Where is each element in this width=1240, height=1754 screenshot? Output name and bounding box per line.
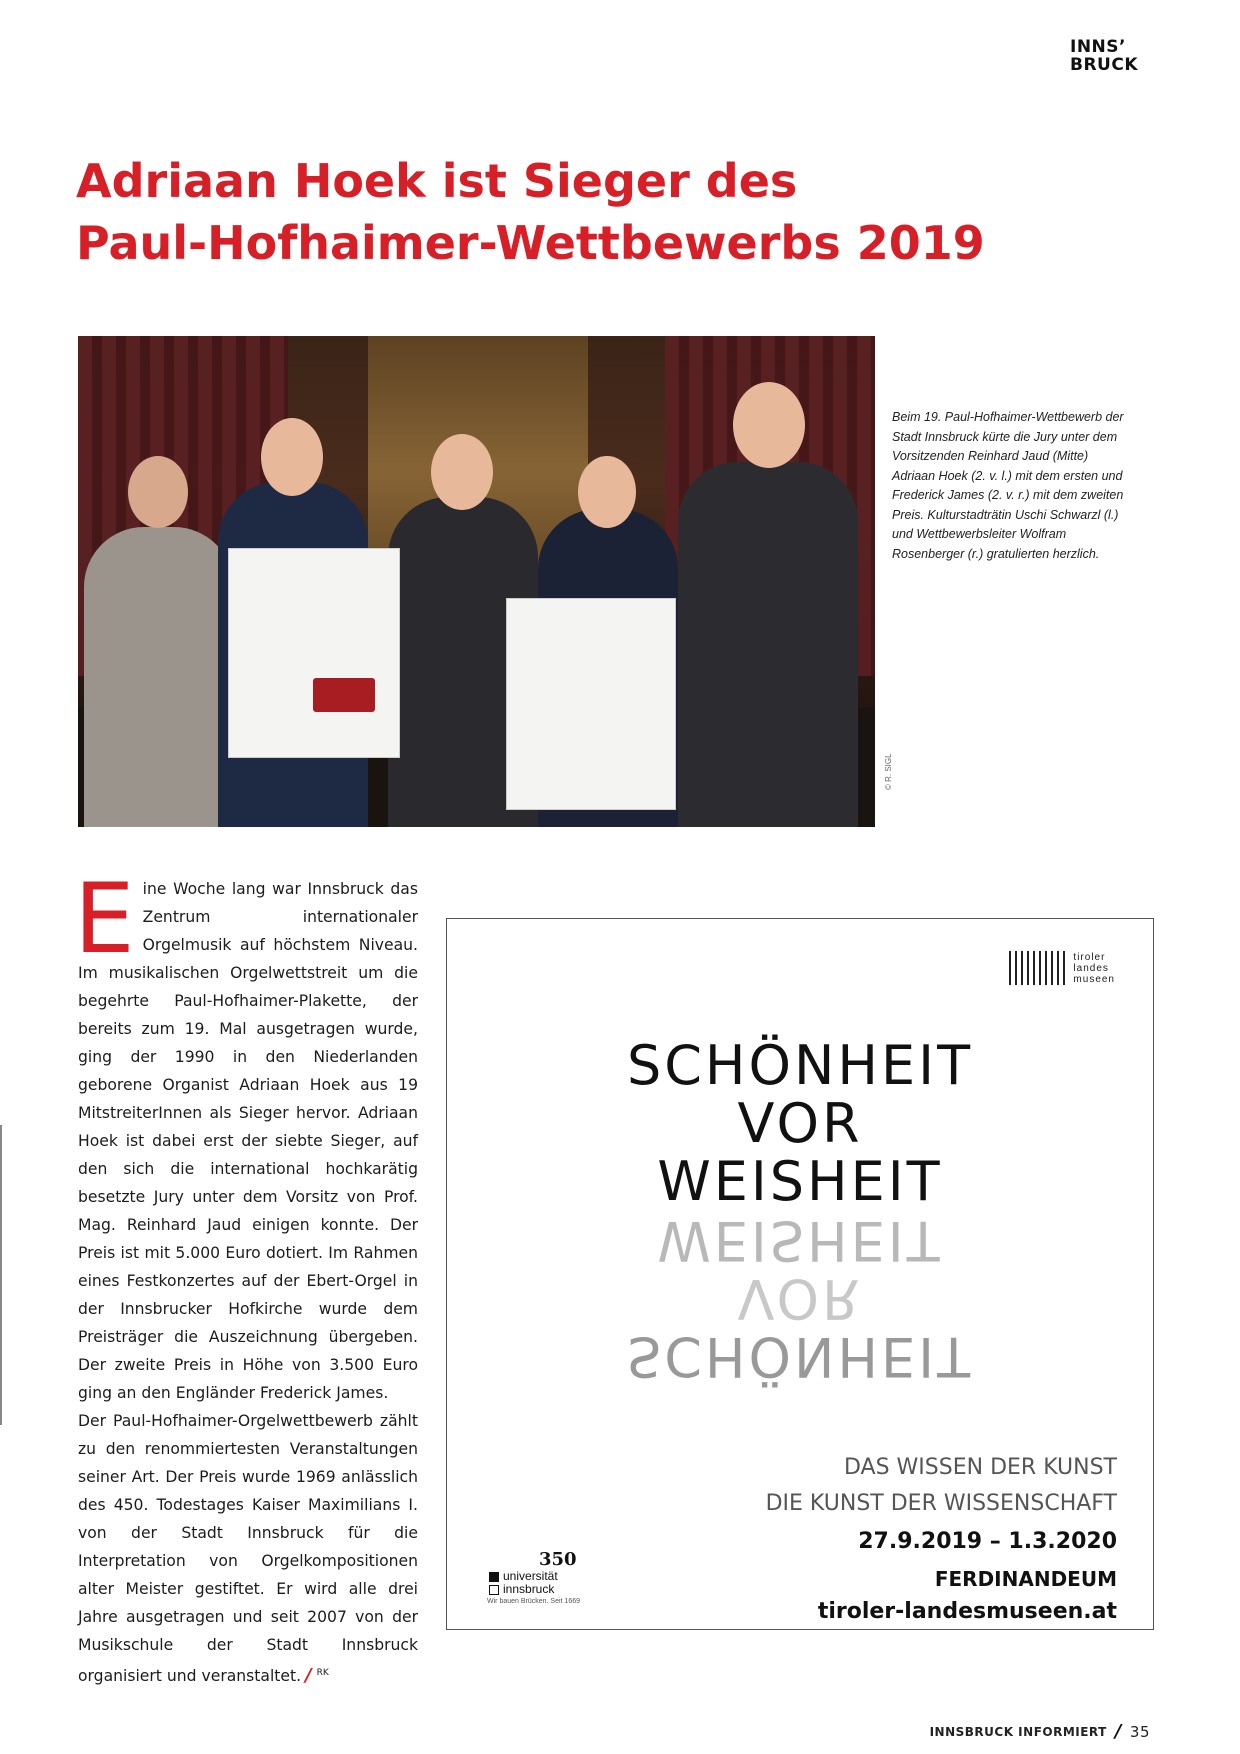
ad-dates: 27.9.2019 – 1.3.2020	[858, 1529, 1117, 1554]
photo-medal-case	[313, 678, 375, 712]
headline-line1: Adriaan Hoek ist Sieger des	[76, 154, 798, 208]
article-paragraph-1	[74, 863, 418, 1407]
ad-venue: FERDINANDEUM	[934, 1567, 1117, 1591]
museum-advertisement	[446, 918, 1154, 1630]
ad-mirror-line3: SCHÖNHEIT	[626, 1325, 974, 1388]
article-body	[74, 863, 418, 1690]
photo-person-1	[84, 527, 234, 827]
footer-slash-icon: /	[1114, 1721, 1122, 1742]
author-initials: RK	[316, 1668, 329, 1678]
photo-head-3	[431, 434, 493, 510]
page-number: 35	[1129, 1722, 1150, 1741]
museum-logo-icon	[1009, 951, 1067, 985]
ad-mirror-line2: VOR	[737, 1267, 863, 1330]
paragraph-1-text: ine Woche lang war Innsbruck das Zentrum internationaler Orgelmusik auf höchstem Niveau. Im musikalischen Orgelwettstreit um die begehrte Paul-Hofhaimer-Plakette, der bereits zum 19. Mal ausgetragen wurde, ging der 1990 in den Niederlanden geborene Organist Adriaan Hoek aus 19 MitstreiterInnen als Sieger hervor. Adriaan Hoek ist dabei erst der siebte Sieger, auf den sich die international hochkarätig besetzte Jury unter dem Vorsitz von Prof. Mag. Reinhard Jaud einigen konnte. Der Preis ist mit 5.000 Euro dotiert. Im Rahmen eines Festkonzertes auf der Ebert-Orgel in der Innsbrucker Hofkirche wurde dem Preisträger die Auszeichnung übergeben. Der zweite Preis in Höhe von 3.500 Euro ging an den Engländer Frederick James.	[78, 880, 418, 1402]
museum-logo-line3: museen	[1073, 973, 1115, 985]
museum-logo-line1: tiroler	[1073, 951, 1106, 963]
drop-cap: E	[74, 863, 135, 975]
headline-line2: Paul-Hofhaimer-Wettbewerbs 2019	[76, 216, 985, 270]
university-name-1: universität	[503, 1569, 558, 1583]
logo-line1: INNS’	[1070, 37, 1126, 57]
paragraph-2-text: Der Paul-Hofhaimer-Orgelwettbewerb zählt zu den renommiertesten Veranstaltungen seiner Art. Der Preis wurde 1969 anlässlich des 450. Todestages Kaiser Maximilians I. von der Stadt Innsbruck für die Interpretation von Orgelkompositionen alter Meister gestiftet. Er wird alle drei Jahre ausgetragen und seit 2007 von der Musikschule der Stadt Innsbruck organisiert und veranstaltet.	[78, 1412, 418, 1686]
ad-mirror-line1: WEISHEIT	[657, 1209, 943, 1272]
photo-head-1	[128, 456, 188, 528]
uni-square-outline-icon	[489, 1585, 499, 1595]
uni-square-icon	[489, 1572, 499, 1582]
innsbruck-logo	[1070, 38, 1150, 74]
tiroler-landesmuseen-logo	[1009, 951, 1115, 985]
photo-head-4	[578, 456, 636, 528]
award-photo	[78, 336, 875, 827]
ad-url: tiroler-landesmuseen.at	[817, 1599, 1117, 1624]
photo-credit: © R. SIGL	[884, 753, 893, 790]
ad-subtitle-1: DAS WISSEN DER KUNST	[843, 1455, 1117, 1480]
photo-person-5	[678, 462, 858, 827]
ad-title-line3: WEISHEIT	[657, 1150, 943, 1213]
ad-subtitle-2: DIE KUNST DER WISSENSCHAFT	[765, 1491, 1117, 1516]
end-mark-icon: /	[305, 1665, 312, 1687]
photo-head-5	[733, 382, 805, 468]
photo-caption: Beim 19. Paul-Hofhaimer-Wettbewerb der Stadt Innsbruck kürte die Jury unter dem Vorsitzenden Reinhard Jaud (Mitte) Adriaan Hoek (2. v. l.) mit dem ersten und Frederick James (2. v. r.) mit dem zweiten Preis. Kulturstadträtin Uschi Schwarzl (l.) und Wettbewerbsleiter Wolfram Rosenberger (r.) gratulierten herzlich.	[892, 410, 1124, 561]
photo-head-2	[261, 418, 323, 496]
page-footer	[930, 1721, 1150, 1742]
photo-certificate-2	[506, 598, 676, 810]
university-name-2: innsbruck	[503, 1582, 555, 1596]
museum-logo-line2: landes	[1073, 962, 1109, 974]
margin-rule	[0, 1125, 2, 1425]
photo-certificate-1	[228, 548, 400, 758]
university-tagline: Wir bauen Brücken. Seit 1669	[487, 1598, 580, 1605]
article-paragraph-2	[78, 1407, 418, 1690]
university-logo	[487, 1549, 617, 1605]
museum-logo-text	[1073, 952, 1115, 985]
logo-line2: BRUCK	[1070, 55, 1139, 75]
ad-title-line1: SCHÖNHEIT	[626, 1034, 974, 1097]
ad-title-line2: VOR	[737, 1092, 863, 1155]
university-name-line2	[505, 1583, 617, 1596]
university-anniversary: 350	[539, 1549, 577, 1570]
article-headline	[76, 150, 1156, 274]
publication-name: INNSBRUCK INFORMIERT	[929, 1724, 1107, 1739]
